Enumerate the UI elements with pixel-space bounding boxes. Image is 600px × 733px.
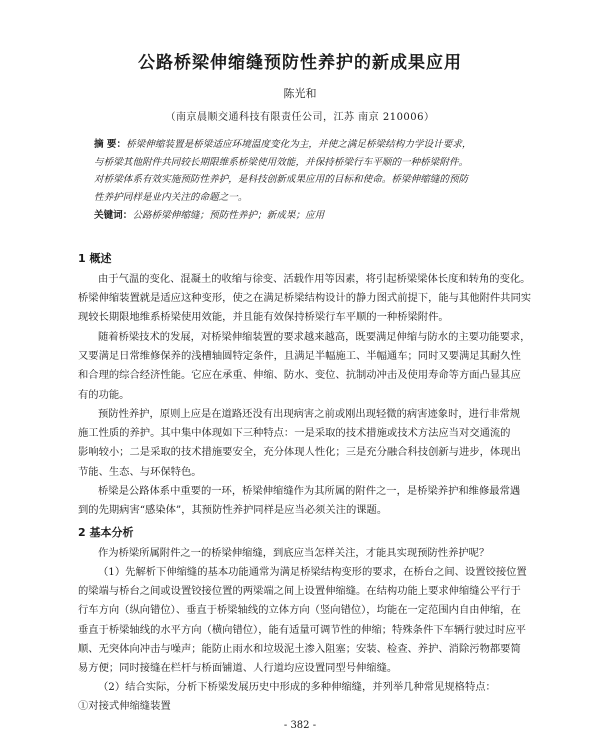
body-paragraph: （2）结合实际，分析下桥梁发展历史中形成的多种伸缩缝，并列举几种常见规格特点： ①对接式伸缩缝装置: [78, 681, 496, 713]
body-paragraph: 作为桥梁所属附件之一的桥梁伸缩缝，到底应当怎样关注，才能具实现预防性养护呢？: [98, 547, 490, 559]
abstract-line: 性养护同样是业内关注的命题之一。: [94, 191, 248, 203]
body-paragraph: 由于气温的变化、混凝土的收缩与徐变、活载作用等因素，将引起桥梁梁体长度和转角的变化。 桥梁伸缩装置就是适应这种变形，使之在满足桥梁结构设计的静力图式前提下，能与其他附件共同实 现较长期限地维系桥梁使用效能，并且能有效保持桥梁行车平顺的一种桥梁附件。: [78, 273, 532, 324]
paper-title: 公路桥梁伸缩缝预防性养护的新成果应用: [138, 53, 462, 73]
keywords-label: 关键词：: [94, 210, 133, 221]
body-paragraph: （1）先解析下伸缩缝的基本功能通常为满足桥梁结构变形的要求，在桥台之间、设置铰接位置 的梁端与桥台之间或设置铰接位置的两梁端之间上设置伸缩缝。在结构功能上要求伸缩缝公平行于 行车方向（纵向错位）、垂直于桥梁轴线的立体方向（竖向错位），均能在一定范围内自由伸缩，在 垂直于桥梁轴线的水平方向（横向错位），能有适量可调节性的伸缩；特殊条件下车辆行驶过时应平 顺、无突体向冲击与噪声；能防止雨水和垃圾泥土渗入阻塞；安装、检查、养护、消除污物都要简 易方便；同时接缝在栏杆与桥面铺道、人行道均应设置同型号伸缩缝。: [78, 566, 527, 675]
abstract-line: 摘 要：桥梁伸缩装置是桥梁适应环境温度变化为主，并使之满足桥梁结构力学设计要求，: [94, 139, 472, 150]
keywords-text: 公路桥梁伸缩缝；预防性养护；新成果；应用: [132, 210, 325, 221]
abstract-line: 与桥梁其他附件共同较长期限维系桥梁使用效能，并保持桥梁行车平顺的一种桥梁附件。: [94, 156, 469, 168]
keywords: [94, 207, 534, 221]
body-paragraph: 随着桥梁技术的发展，对桥梁伸缩装置的要求越来越高，既要满足伸缩与防水的主要功能要求， 又要满足日常维修保养的浅槽轴圆特定条件，且满足半幅施工、半幅通车；同时又要满足其耐久性 和合理的综合经济性能。它应在承重、伸缩、防水、变位、抗制动冲击及使用寿命等方面凸显其应 有的功能。: [78, 331, 531, 401]
abstract-label: 摘 要：: [94, 139, 127, 150]
author-name: 陈光和: [283, 87, 317, 100]
section-heading-1: 1 概述: [78, 252, 112, 265]
abstract-line: 对桥梁体系有效实施预防性养护，是科技创新成果应用的目标和使命。桥梁伸缩缝的预防: [94, 174, 469, 185]
affiliation: （南京晨顺交通科技有限责任公司，江苏 南京 210006）: [165, 112, 435, 123]
body-paragraph: 预防性养护，原则上应是在道路还没有出现病害之前或刚出现轻微的病害迹象时，进行非常规 施工性质的养护。其中集中体现如下三种特点：一是采取的技术措施或技术方法应当对交通流的 影响较小；二是采取的技术措施要安全，充分体现人性化；三是充分融合科技创新与进步，体现出 节能、生态、与环保特色。: [78, 408, 521, 478]
body-paragraph: 桥梁是公路体系中重要的一环，桥梁伸缩缝作为其所属的附件之一，是桥梁养护和维修最常遇 到的先期病害“感染体”，其预防性养护同样是应当必须关注的课题。: [78, 485, 521, 517]
page-number: - 382 -: [283, 720, 317, 731]
abstract: [94, 136, 534, 206]
section-heading-2: 2 基本分析: [78, 526, 134, 539]
